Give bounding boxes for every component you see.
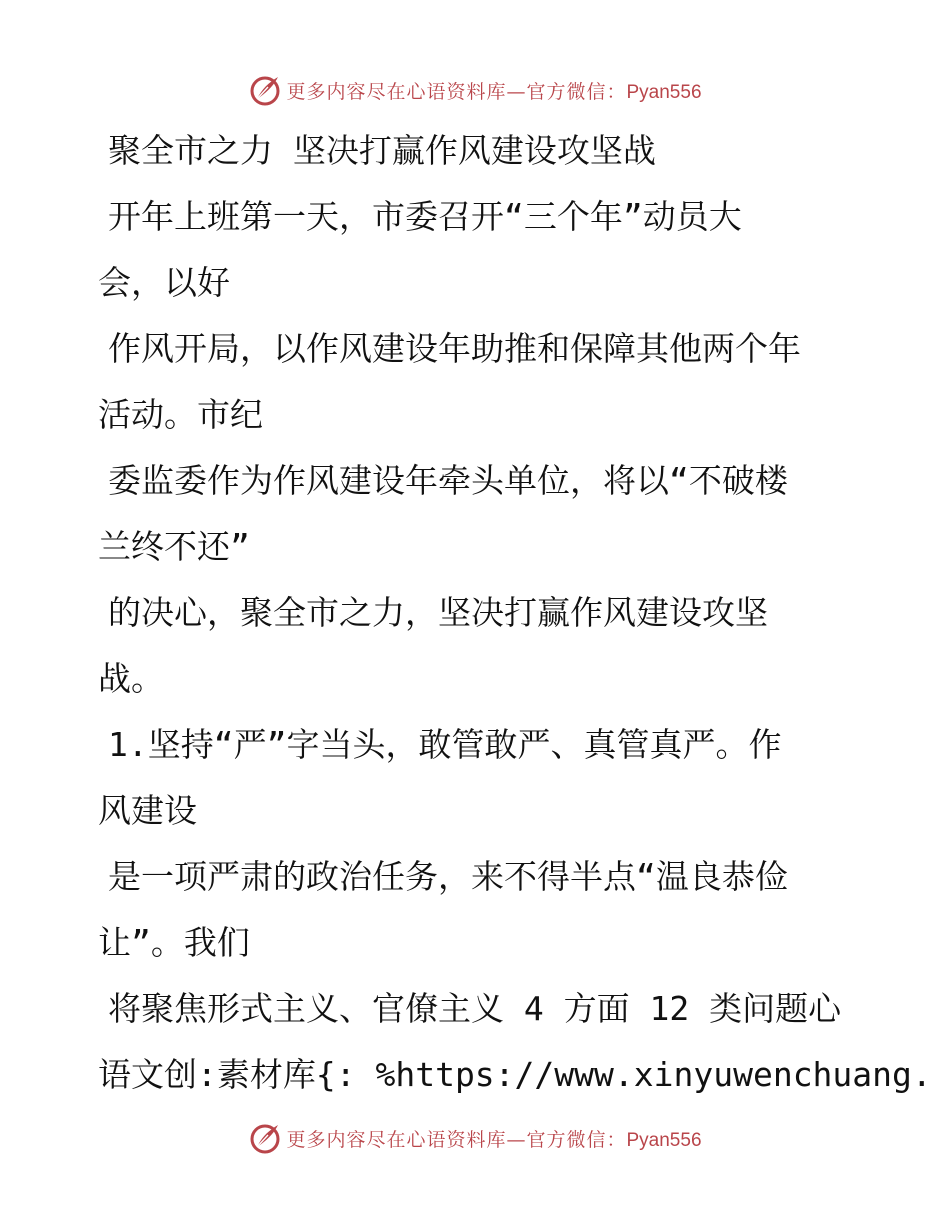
document-line: 语文创:素材库{: %https://www.xinyuwenchuang. bbox=[98, 1055, 932, 1094]
document-body bbox=[98, 118, 932, 1108]
document-line: 将聚焦形式主义、官僚主义 4 方面 12 类问题心 bbox=[108, 989, 842, 1028]
document-line: 战。 bbox=[98, 659, 164, 698]
document-line: 活动。市纪 bbox=[98, 395, 263, 434]
document-line: 会，以好 bbox=[98, 263, 230, 302]
watermark-brand: Pyan556 bbox=[626, 81, 702, 103]
document-line: 的决心，聚全市之力，坚决打赢作风建设攻坚 bbox=[108, 593, 768, 632]
document-line: 让”。我们 bbox=[98, 923, 250, 962]
document-line: 1.坚持“严”字当头，敢管敢严、真管真严。作 bbox=[108, 725, 782, 764]
footer-watermark bbox=[0, 1118, 950, 1158]
document-line: 作风开局，以作风建设年助推和保障其他两个年 bbox=[108, 329, 801, 368]
feather-logo-icon bbox=[248, 73, 282, 107]
feather-logo-icon bbox=[248, 1121, 282, 1155]
watermark-brand: Pyan556 bbox=[626, 1129, 702, 1151]
header-watermark bbox=[0, 70, 950, 110]
document-line: 兰终不还” bbox=[98, 527, 250, 566]
watermark-text bbox=[286, 77, 701, 104]
document-line: 风建设 bbox=[98, 791, 197, 830]
document-line: 开年上班第一天，市委召开“三个年”动员大 bbox=[108, 197, 742, 236]
document-line: 是一项严肃的政治任务，来不得半点“温良恭俭 bbox=[108, 857, 788, 896]
watermark-label: 更多内容尽在心语资料库—官方微信： bbox=[286, 1128, 627, 1151]
watermark-label: 更多内容尽在心语资料库—官方微信： bbox=[286, 80, 627, 103]
document-line: 聚全市之力 坚决打赢作风建设攻坚战 bbox=[108, 131, 656, 170]
document-line: 委监委作为作风建设年牵头单位，将以“不破楼 bbox=[108, 461, 788, 500]
watermark-text bbox=[286, 1125, 701, 1152]
